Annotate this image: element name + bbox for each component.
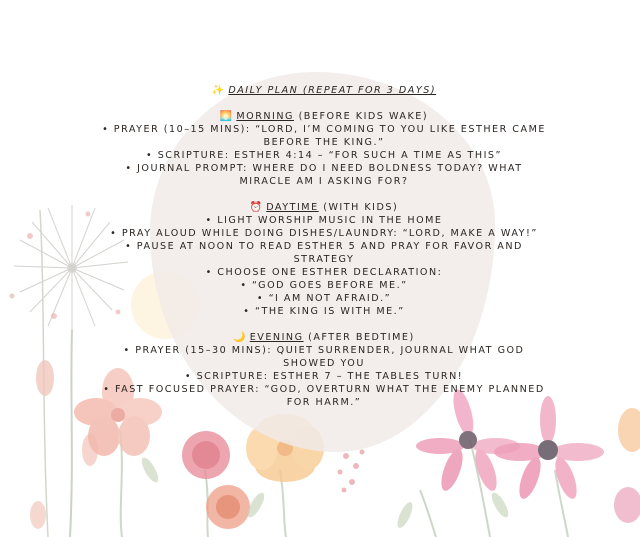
section-heading-evening: 🌙 EVENING (AFTER BEDTIME): [233, 332, 415, 343]
list-item: • LIGHT WORSHIP MUSIC IN THE HOME: [205, 215, 443, 226]
section-heading-morning: 🌅 MORNING (BEFORE KIDS WAKE): [219, 111, 429, 122]
pink-daisy-illustration: [494, 396, 604, 501]
list-item: • PRAYER (15–30 MINS): QUIET SURRENDER, JOURNAL WHAT GOD SHOWED YOU: [123, 345, 525, 369]
sunrise-icon: 🌅: [219, 111, 233, 122]
list-item: • SCRIPTURE: ESTHER 4:14 – “FOR SUCH A TIME AS THIS”: [145, 150, 502, 161]
list-item: • PRAYER (10–15 MINS): “LORD, I’M COMING TO YOU LIKE ESTHER CAME BEFORE THE KING.”: [102, 124, 546, 148]
list-item: • JOURNAL PROMPT: WHERE DO I NEED BOLDNESS TODAY? WHAT MIRACLE AM I ASKING FOR?: [125, 163, 523, 187]
list-item: • PAUSE AT NOON TO READ ESTHER 5 AND PRAY FOR FAVOR AND STRATEGY: [125, 241, 523, 265]
section-heading-daytime: ⏰ DAYTIME (WITH KIDS): [249, 202, 399, 213]
sparkles-icon: ✨: [211, 85, 225, 96]
list-item: • “GOD GOES BEFORE ME.”: [240, 280, 408, 291]
list-item: • “THE KING IS WITH ME.”: [243, 306, 405, 317]
daily-plan-document: [100, 84, 548, 409]
list-item: • PRAY ALOUD WHILE DOING DISHES/LAUNDRY: “LORD, MAKE A WAY!”: [110, 228, 538, 239]
list-item: • CHOOSE ONE ESTHER DECLARATION:: [205, 267, 443, 278]
alarm-clock-icon: ⏰: [249, 202, 263, 213]
list-item: • “I AM NOT AFRAID.”: [256, 293, 392, 304]
list-item: • SCRIPTURE: ESTHER 7 – THE TABLES TURN!: [184, 371, 464, 382]
crescent-moon-icon: 🌙: [233, 332, 246, 343]
plan-title: ✨ DAILY PLAN (REPEAT FOR 3 DAYS): [211, 85, 437, 96]
list-item: • FAST FOCUSED PRAYER: “GOD, OVERTURN WHAT THE ENEMY PLANNED FOR HARM.”: [103, 384, 545, 408]
